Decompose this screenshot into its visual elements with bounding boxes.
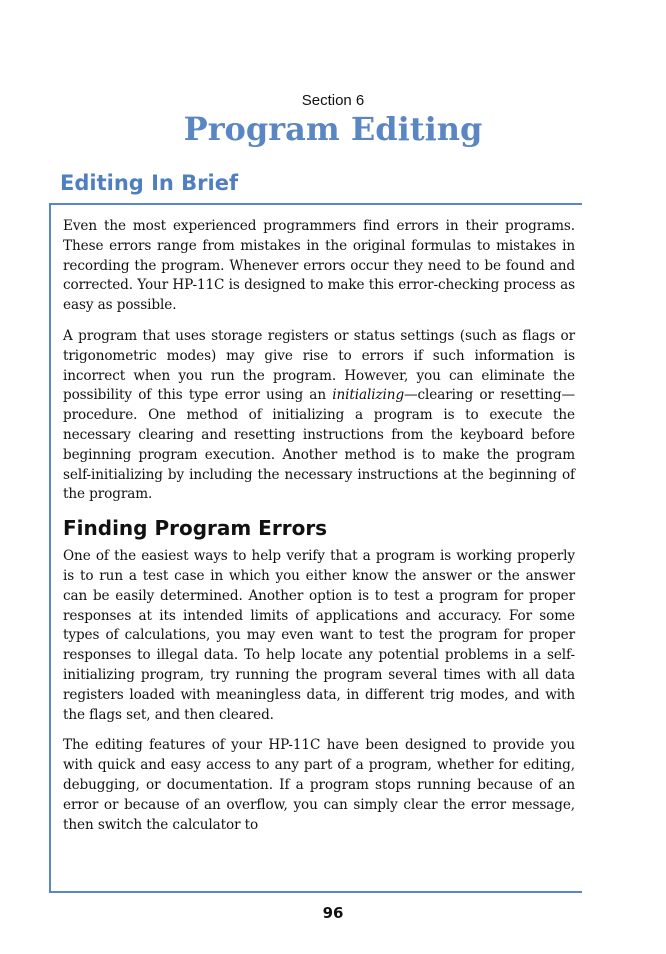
page-title: Program Editing xyxy=(183,110,483,148)
subheading-editing-in-brief: Editing In Brief xyxy=(60,171,239,195)
paragraph-initializing-after: —clearing or resetting—procedure. One method of initializing a program is to execute the necessary clearing and resetting instructions from the keyboard before beginning program execution. Another method is to make the program self-initializing by including the necessary instructions at the beginning of the program. xyxy=(63,387,576,503)
term-initializing: initializing xyxy=(332,387,405,404)
paragraph-initializing-before: A program that uses storage registers or status settings (such as flags or trigonometric modes) may give rise to errors if such information is incorrect when you run the program. However, you can eliminate the possibility of this type error using an xyxy=(63,327,575,404)
paragraph-intro: Even the most experienced programmers find errors in their programs. These errors range from mistakes in the original formulas to mistakes in recording the program. Whenever errors occur they need to be found and corrected. Your HP-11C is designed to make this error-checking process as easy as possible. xyxy=(63,218,575,314)
page-number: 96 xyxy=(322,904,344,922)
paragraph-initializing xyxy=(63,327,575,505)
paragraph-editing-features: The editing features of your HP-11C have been designed to provide you with quick and easy access to any part of a program, whether for editing, debugging, or documentation. If a program stops running because of an error or because of an overflow, you can simply clear the error message, then switch the calculator to xyxy=(63,737,575,833)
content-box xyxy=(49,203,582,893)
section-label: Section 6 xyxy=(301,92,365,109)
heading-finding-program-errors: Finding Program Errors xyxy=(63,516,328,541)
paragraph-testing: One of the easiest ways to help verify that a program is working properly is to run a test case in which you either know the answer or the answer can be easily determined. Another option is to test a program for proper responses at its intended limits of applications and accuracy. For some types of calculations, you may even want to test the program for proper responses to illegal data. To help locate any potential problems in a self-initializing program, try running the program several times with all data registers loaded with meaningless data, in different trig modes, and with the flags set, and then cleared. xyxy=(63,548,575,723)
